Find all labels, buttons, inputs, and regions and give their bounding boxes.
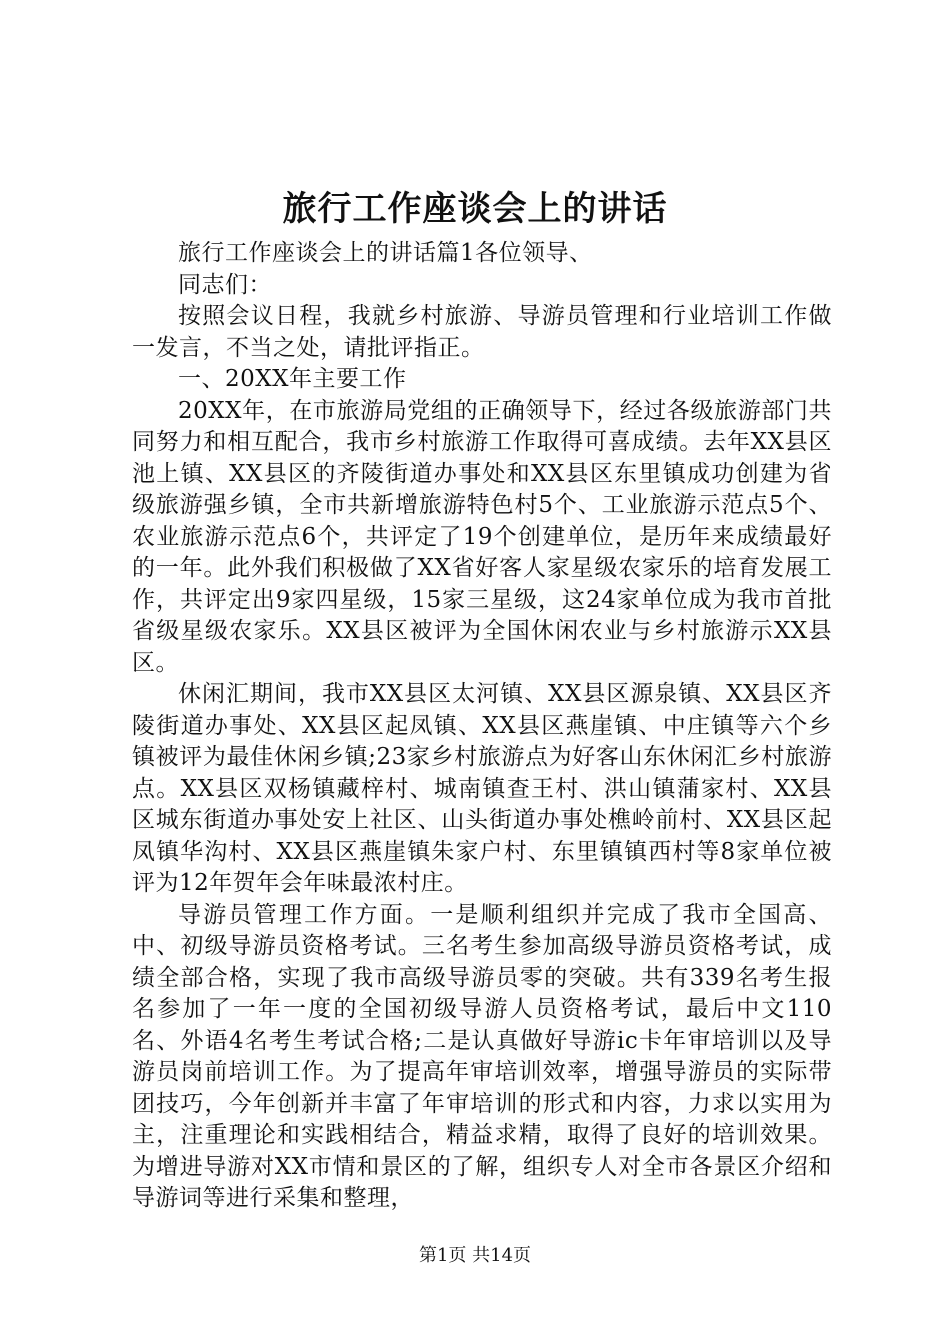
paragraph-intro: 旅行工作座谈会上的讲话篇1各位领导、 — [178, 240, 593, 266]
paragraph-leisure-festival: 休闲汇期间，我市XX县区太河镇、XX县区源泉镇、XX县区齐陵街道办事处、XX县区起凤镇、XX县区燕崖镇、中庄镇等六个乡镇被评为最佳休闲乡镇;23家乡村旅游点为好客山东休闲汇乡村旅游点。XX县区双杨镇藏梓村、城南镇查王村、洪山镇蒲家村、XX县区城东街道办事处安上社区、山头街道办事处樵岭前村、XX县区起凤镇华沟村、XX县区燕崖镇朱家户村、东里镇镇西村等8家单位被评为12年贺年会年味最浓村庄。 — [132, 681, 832, 896]
document-title: 旅行工作座谈会上的讲话 — [282, 189, 668, 229]
paragraph-salutation: 同志们： — [178, 271, 272, 298]
section-heading: 一、20XX年主要工作 — [178, 366, 407, 392]
paragraph-rural-tourism: 20XX年，在市旅游局党组的正确领导下，经过各级旅游部门共同努力和相互配合，我市乡村旅游工作取得可喜成绩。去年XX县区池上镇、XX县区的齐陵街道办事处和XX县区东里镇成功创建为省级旅游强乡镇，全市共新增旅游特色村5个、工业旅游示范点5个、农业旅游示范点6个，共评定了19个创建单位，是历年来成绩最好的一年。此外我们积极做了XX省好客人家星级农家乐的培育发展工作，共评定出9家四星级，15家三星级，这24家单位成为我市首批省级星级农家乐。XX县区被评为全国休闲农业与乡村旅游示XX县区。 — [132, 397, 832, 676]
document-body — [132, 238, 832, 1215]
paragraph-tour-guide: 导游员管理工作方面。一是顺利组织并完成了我市全国高、中、初级导游员资格考试。三名考生参加高级导游员资格考试，成绩全部合格，实现了我市高级导游员零的突破。共有339名考生报名参加了一年一度的全国初级导游人员资格考试，最后中文110名、外语4名考生考试合格;二是认真做好导游ic卡年审培训以及导游员岗前培训工作。为了提高年审培训效率，增强导游员的实际带团技巧，今年创新并丰富了年审培训的形式和内容，力求以实用为主，注重理论和实践相结合，精益求精，取得了良好的培训效果。为增进导游对XX市情和景区的了解，组织专人对全市各景区介绍和导游词等进行采集和整理， — [132, 901, 832, 1211]
paragraph-opening: 按照会议日程，我就乡村旅游、导游员管理和行业培训工作做一发言，不当之处，请批评指正。 — [132, 303, 832, 361]
page-number-footer: 第1页 共14页 — [418, 1245, 532, 1266]
